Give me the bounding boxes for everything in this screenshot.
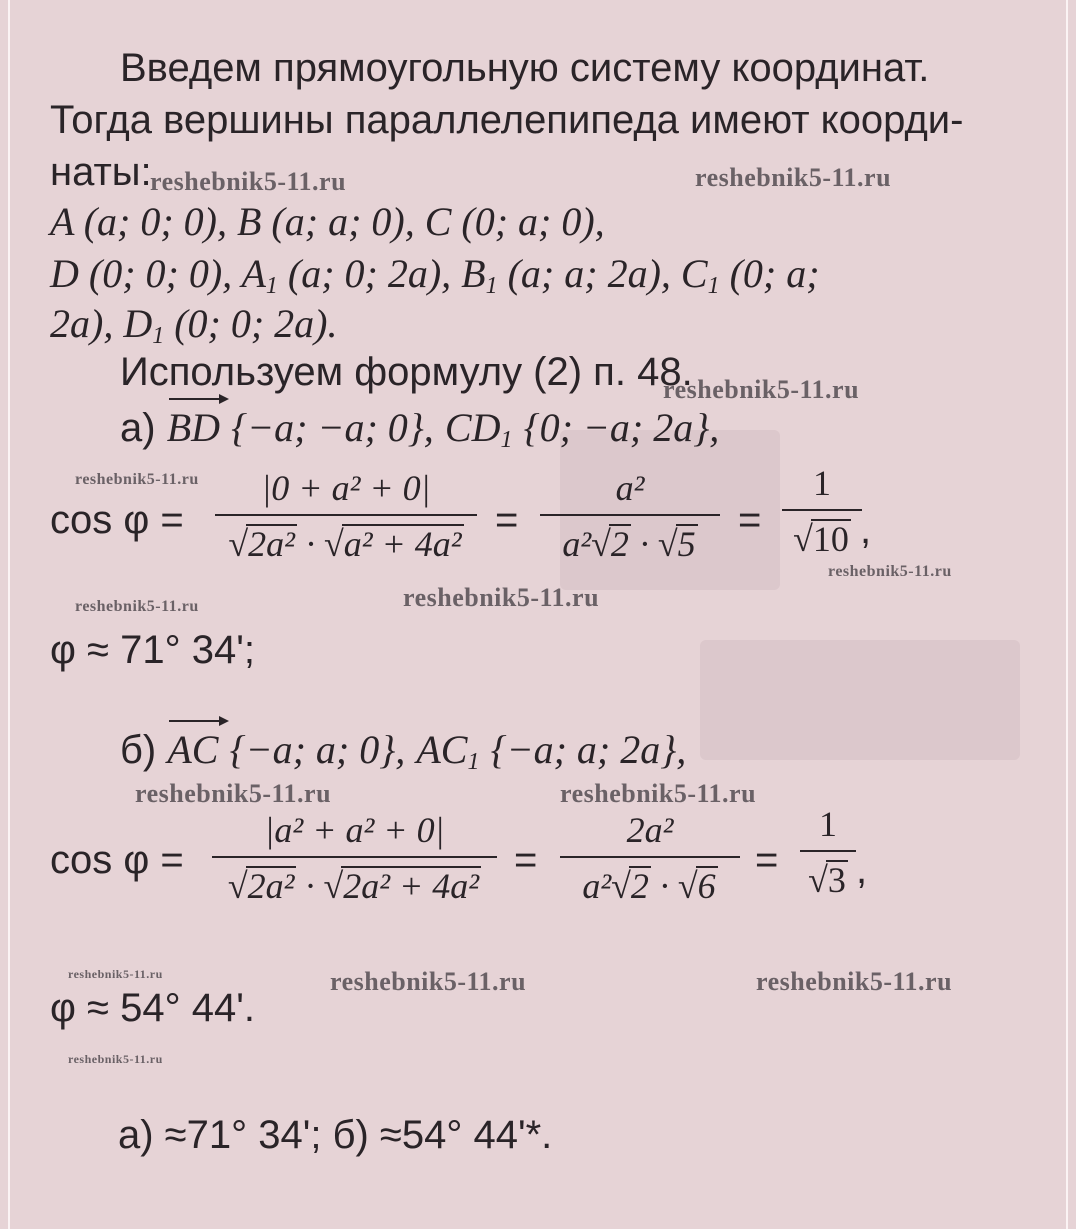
coords-line-1: A (a; 0; 0), B (a; a; 0), C (0; a; 0),	[50, 199, 605, 244]
fraction-numerator: 2a²	[626, 810, 674, 850]
watermark: reshebnik5-11.ru	[75, 598, 199, 615]
part-b-result: φ ≈ 54° 44'.	[50, 986, 255, 1030]
fraction-denominator: a²√2 · √6	[582, 866, 716, 906]
equals-sign: =	[755, 838, 779, 882]
intro-line-2: Тогда вершины параллелепипеда имеют коорди-	[50, 98, 964, 142]
watermark: reshebnik5-11.ru	[828, 563, 952, 580]
intro-line-1: Введем прямоугольную систему координат.	[120, 46, 930, 90]
part-b-fraction-2	[560, 812, 740, 912]
fraction-numerator: 1	[819, 804, 837, 844]
equals-sign: =	[495, 498, 519, 542]
coords-line-3: 2a), $D_1$ (0; 0; 2a).	[50, 301, 338, 349]
part-a-result: φ ≈ 71° 34';	[50, 628, 255, 672]
part-b-fraction-3	[800, 806, 856, 906]
fraction-denominator: √2a² · √a² + 4a²	[228, 524, 462, 564]
part-b-fraction-1	[212, 812, 497, 912]
formula-reference: Используем формулу (2) п. 48.	[120, 350, 693, 394]
vector-arrow-icon	[169, 716, 229, 726]
watermark: reshebnik5-11.ru	[135, 779, 332, 808]
part-a-cos-label: cos φ =	[50, 498, 184, 542]
watermark: reshebnik5-11.ru	[560, 779, 757, 808]
fraction-denominator: √10	[793, 519, 849, 559]
vector-arrow-icon	[169, 394, 229, 404]
watermark: reshebnik5-11.ru	[330, 967, 527, 996]
intro-line-3: наты:	[50, 150, 152, 194]
part-a-vectors: а) BD {−a; −a; 0}, $CD_1$ {0; −a; 2a},	[120, 408, 719, 448]
final-answer: а) ≈71° 34'; б) ≈54° 44'*.	[118, 1113, 553, 1157]
watermark: reshebnik5-11.ru	[68, 1052, 163, 1066]
watermark: reshebnik5-11.ru	[150, 167, 347, 196]
vector-ac: AC	[167, 730, 218, 770]
fraction-bar	[800, 850, 856, 852]
coords-line-2: D (0; 0; 0), $A_1$ (a; 0; 2a), $B_1$ (a; a; 2a), $C_1$ (0; a;	[50, 251, 820, 299]
show-through-shape	[700, 640, 1020, 760]
fraction-denominator: a²√2 · √5	[562, 524, 696, 564]
part-a-fraction-2	[540, 470, 720, 570]
part-b-vectors: б) AC {−a; a; 0}, $AC_1$ {−a; a; 2a},	[120, 730, 686, 770]
fraction-numerator: |0 + a² + 0|	[261, 468, 431, 508]
watermark: reshebnik5-11.ru	[695, 163, 892, 192]
comma: ,	[856, 848, 868, 892]
watermark: reshebnik5-11.ru	[403, 583, 600, 612]
vector-bd: BD	[167, 408, 220, 448]
watermark: reshebnik5-11.ru	[68, 967, 163, 981]
watermark: reshebnik5-11.ru	[663, 375, 860, 404]
equals-sign: =	[514, 838, 538, 882]
fraction-numerator: |a² + a² + 0|	[264, 810, 445, 850]
fraction-numerator: 1	[813, 463, 831, 503]
equals-sign: =	[738, 498, 762, 542]
part-a-fraction-3	[782, 465, 862, 565]
fraction-bar	[782, 509, 862, 511]
watermark: reshebnik5-11.ru	[756, 967, 953, 996]
fraction-bar	[212, 856, 497, 858]
fraction-bar	[215, 514, 477, 516]
fraction-denominator: √3	[808, 860, 846, 900]
fraction-denominator: √2a² · √2a² + 4a²	[227, 866, 480, 906]
comma: ,	[860, 508, 872, 552]
fraction-bar	[560, 856, 740, 858]
fraction-bar	[540, 514, 720, 516]
fraction-numerator: a²	[615, 468, 645, 508]
watermark: reshebnik5-11.ru	[75, 471, 199, 488]
part-b-cos-label: cos φ =	[50, 838, 184, 882]
part-a-fraction-1	[215, 470, 477, 570]
